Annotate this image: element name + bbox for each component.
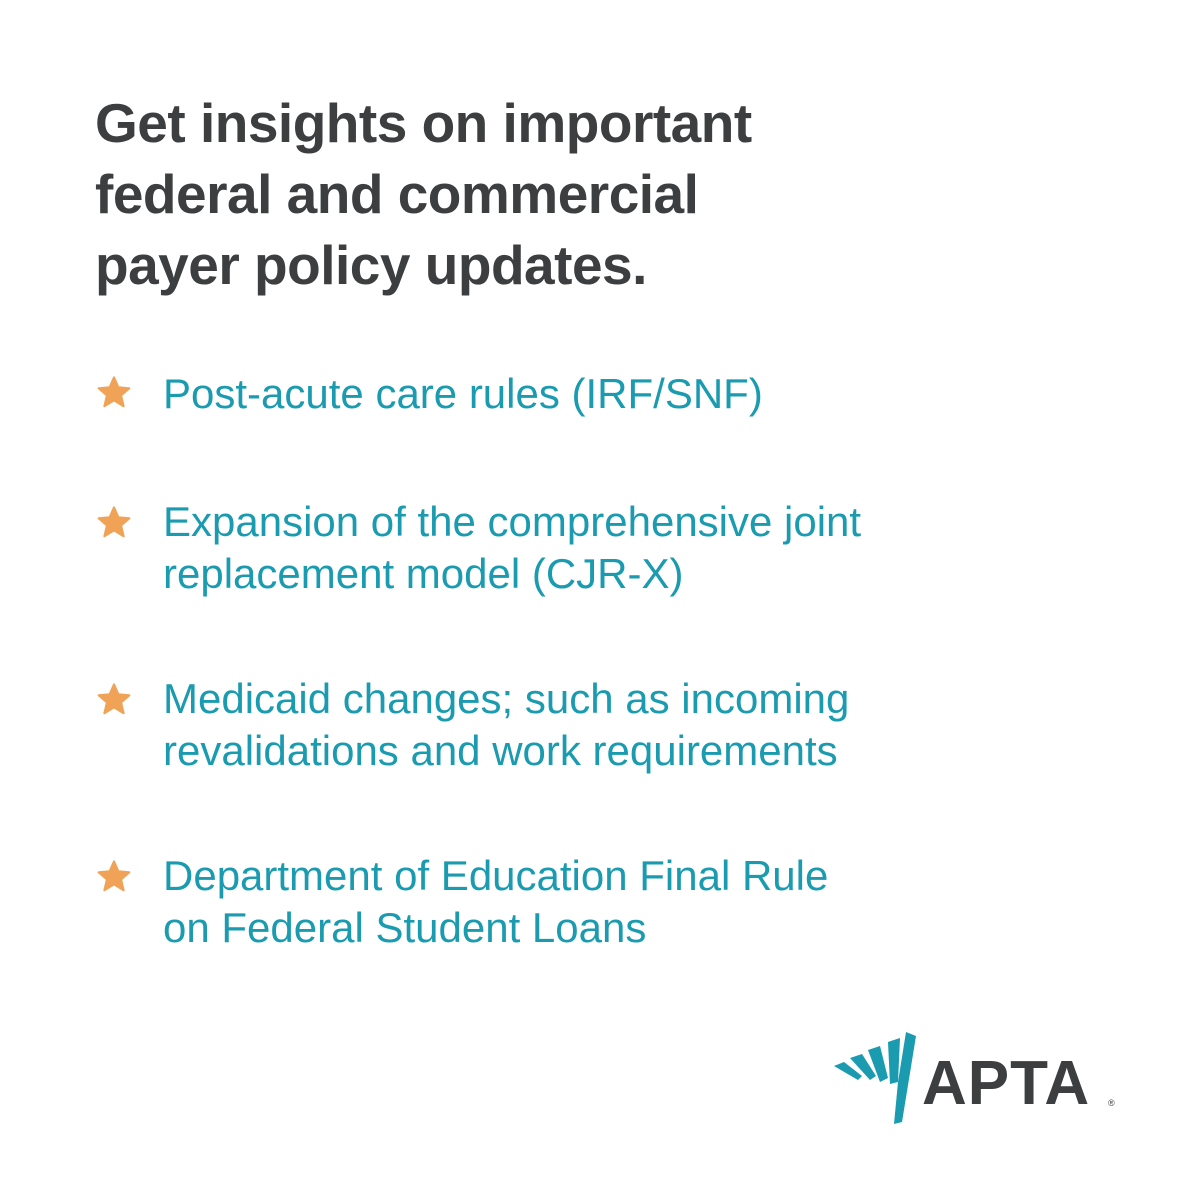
registered-mark: ® — [1108, 1098, 1115, 1108]
bullet-text-line: Expansion of the comprehensive joint — [163, 498, 862, 545]
bullet-text-line: Post-acute care rules (IRF/SNF) — [163, 370, 763, 417]
star-icon — [95, 859, 133, 895]
apta-logo — [832, 1028, 1122, 1128]
star-icon — [95, 682, 133, 718]
bullet-text-line: on Federal Student Loans — [163, 904, 647, 951]
bullet-text-line: revalidations and work requirements — [163, 727, 838, 774]
bullet-text-line: Medicaid changes; such as incoming — [163, 675, 850, 722]
apta-logo-mark-icon — [832, 1028, 924, 1128]
bullet-text — [163, 850, 1123, 954]
headline-line: Get insights on important — [95, 92, 752, 154]
headline-line: federal and commercial — [95, 163, 699, 225]
star-icon — [95, 505, 133, 541]
bullet-text — [163, 496, 1123, 600]
bullet-text — [163, 673, 1123, 777]
apta-wordmark: APTA — [922, 1049, 1091, 1118]
headline-line: payer policy updates. — [95, 234, 647, 296]
star-icon — [95, 375, 133, 411]
bullet-text — [163, 368, 1123, 420]
bullet-text-line: replacement model (CJR-X) — [163, 550, 684, 597]
bullet-text-line: Department of Education Final Rule — [163, 852, 829, 899]
